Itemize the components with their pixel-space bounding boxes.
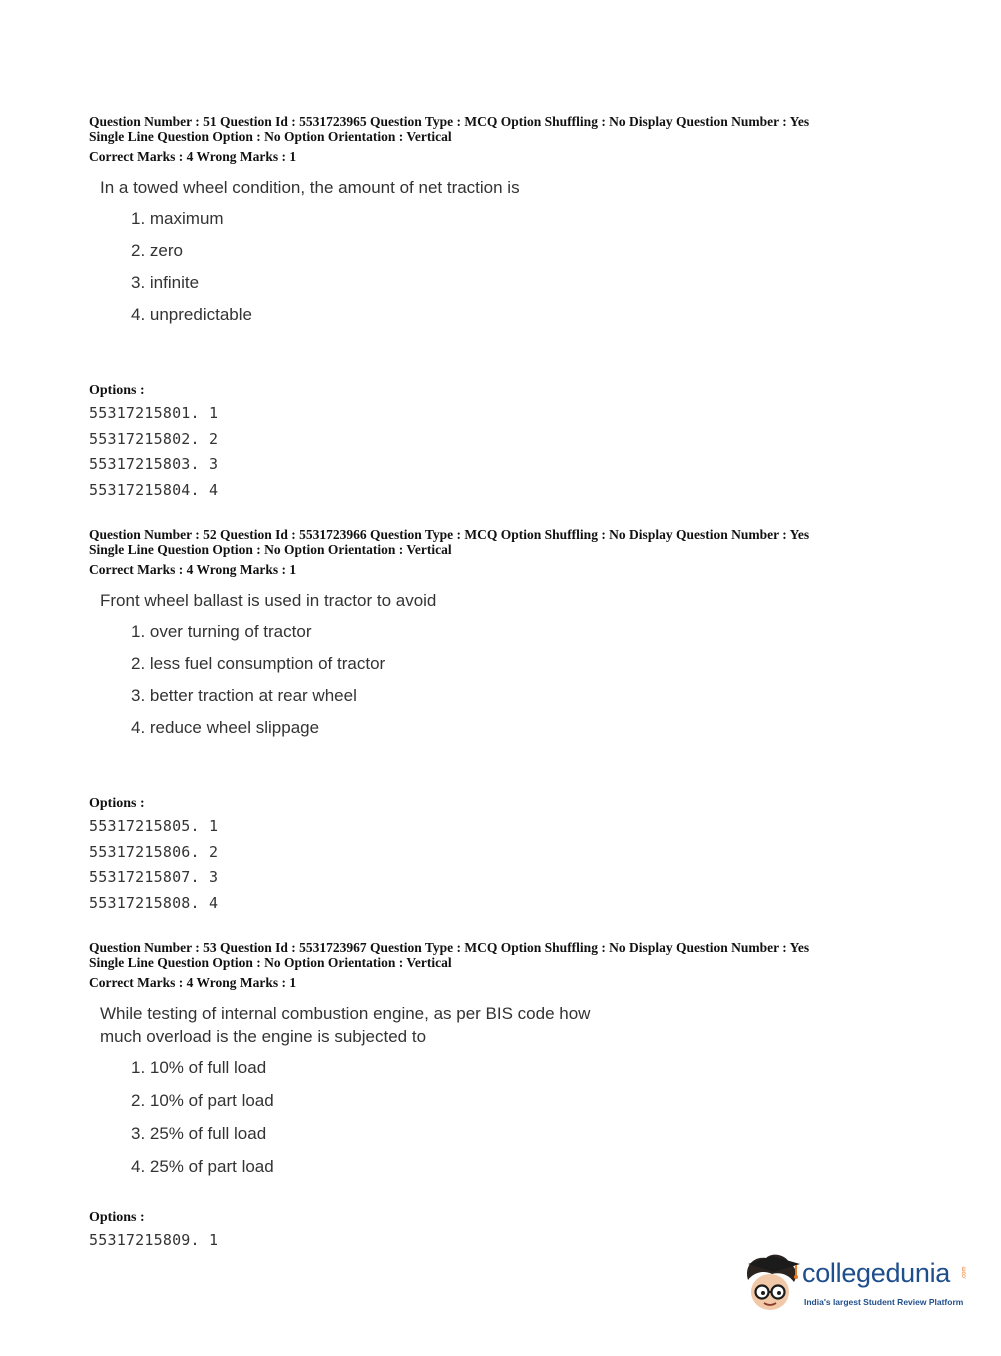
question-stem-line: While testing of internal combustion engine, as per BIS code how [100,1004,591,1023]
answer-choice: 1. 10% of full load [131,1058,267,1077]
option-id: 55317215805. 1 [89,817,219,835]
answer-choice: 1. over turning of tractor [131,622,312,641]
options-label: Options : [89,1210,145,1225]
question-meta-line: Question Number : 53 Question Id : 5531723967 Question Type : MCQ Option Shuffling : No Display Question Number : Yes [89,940,810,955]
question-stem: In a towed wheel condition, the amount of net traction is [100,178,520,197]
question-stem [100,1002,919,1048]
marks-line: Correct Marks : 4 Wrong Marks : 1 [89,975,297,990]
option-id: 55317215807. 3 [89,868,219,886]
question-meta-line: Question Number : 51 Question Id : 5531723965 Question Type : MCQ Option Shuffling : No Display Question Number : Yes [89,114,810,129]
option-id: 55317215809. 1 [89,1231,219,1249]
question-meta-line: Single Line Question Option : No Option Orientation : Vertical [89,542,452,557]
option-id: 55317215804. 4 [89,480,219,499]
answer-choice: 1. maximum [131,209,224,228]
option-id-list [89,816,919,918]
option-id-list [89,403,919,505]
question-block-52 [89,527,919,748]
marks-line: Correct Marks : 4 Wrong Marks : 1 [89,149,297,164]
mascot-icon [742,1250,804,1316]
answer-choice: 3. better traction at rear wheel [131,686,357,705]
answer-choice: 2. 10% of part load [131,1091,274,1110]
option-id: 55317215803. 3 [89,455,219,473]
option-id: 55317215801. 1 [89,404,219,422]
logo-wordmark: collegedunia [802,1258,951,1288]
question-block-53 [89,940,919,1188]
answer-choices [131,1056,919,1188]
question-meta-line: Single Line Question Option : No Option Orientation : Vertical [89,129,452,144]
option-id: 55317215802. 2 [89,429,219,448]
options-block-52 [89,796,919,918]
option-id: 55317215808. 4 [89,893,219,912]
answer-choice: 3. infinite [131,273,200,292]
collegedunia-logo [742,1250,972,1320]
options-block-53 [89,1210,919,1256]
answer-choice: 4. unpredictable [131,305,252,324]
option-id: 55317215806. 2 [89,842,219,861]
answer-choice: 4. 25% of part load [131,1157,274,1176]
answer-choice: 2. zero [131,241,183,260]
question-stem: Front wheel ballast is used in tractor to avoid [100,591,437,610]
answer-choices [131,620,919,748]
question-block-51 [89,114,919,335]
options-label: Options : [89,383,145,398]
options-label: Options : [89,796,145,811]
answer-choices [131,207,919,335]
answer-choice: 2. less fuel consumption of tractor [131,654,386,673]
answer-choice: 4. reduce wheel slippage [131,718,320,737]
logo-domain-suffix: .com [961,1266,968,1280]
question-meta-line: Question Number : 52 Question Id : 5531723966 Question Type : MCQ Option Shuffling : No Display Question Number : Yes [89,527,810,542]
question-meta-line: Single Line Question Option : No Option Orientation : Vertical [89,955,452,970]
question-stem-line: much overload is the engine is subjected to [100,1027,427,1046]
options-block-51 [89,383,919,505]
marks-line: Correct Marks : 4 Wrong Marks : 1 [89,562,297,577]
answer-choice: 3. 25% of full load [131,1124,267,1143]
logo-tagline: India's largest Student Review Platform [804,1297,964,1307]
